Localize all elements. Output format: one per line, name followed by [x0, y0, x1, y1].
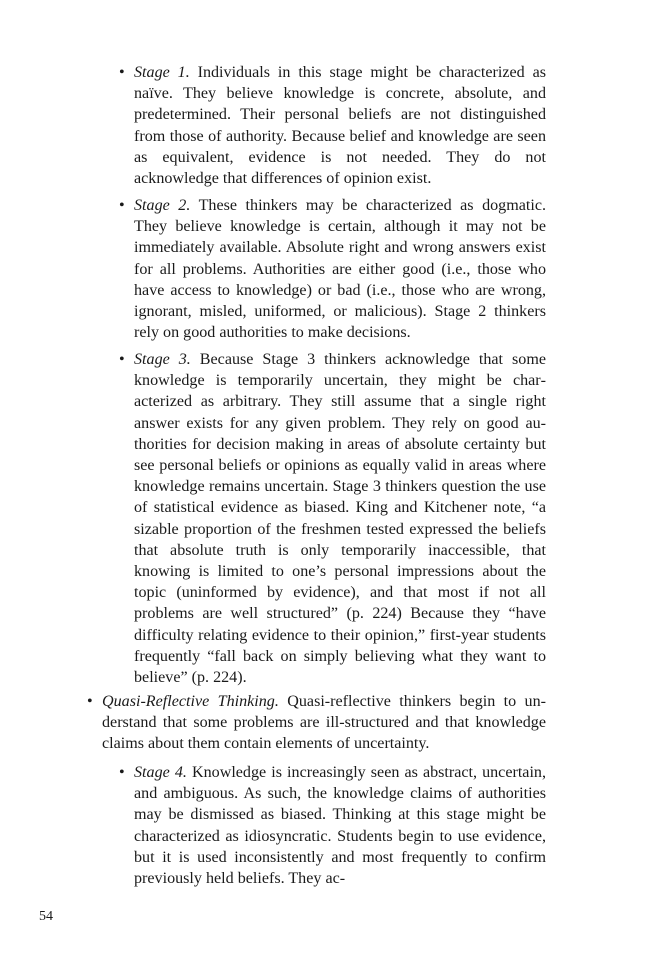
item-text: Individuals in this stage might be characterized as naïve. They believe knowledge is concrete, absolute, and predetermined. Their personal beliefs are not distinguished from those of authority. Because belief and knowledge are seen as equivalent, evidence is not needed. They do not acknowledge that differences of opinion exist.: [134, 64, 546, 188]
list-item-stage-3: [134, 349, 546, 688]
item-label: Stage 3.: [134, 351, 191, 368]
item-label: Stage 2.: [134, 197, 191, 214]
item-text: Because Stage 3 thinkers acknowledge that some knowledge is temporarily uncertain, they might be characterized as arbitrary. They still assume that a single right answer exists for any given problem. They rely on good authorities for decision making in areas of absolute certainty but see personal beliefs or opinions as equally valid in areas where knowledge remains uncertain. Stage 3 thinkers question the use of statistical evidence as biased. King and Kitchener note, “a sizable proportion of the freshmen tested expressed the beliefs that absolute truth is only temporarily inaccessible, that knowing is limited to one’s personal impressions about the topic (uninformed by evidence), and that most if not all problems are well structured” (p. 224) Because they “have difficulty relating evidence to their opinion,” first-year students frequently “fall back on simply believing what they want to believe” (p. 224).: [134, 351, 546, 687]
item-text: Quasi-reflective thinkers begin to understand that some problems are ill-structured and that knowledge claims about them contain elements of uncertainty.: [102, 693, 546, 753]
list-item-quasi-reflective-thinking: [102, 691, 546, 755]
item-text: Knowledge is increasingly seen as abstract, uncertain, and ambiguous. As such, the knowledge claims of authorities may be dismissed as biased. Thinking at this stage might be characterized as idiosyncratic. Students begin to use evidence, but it is used inconsistently and most frequently to confirm previously held beliefs. They ac-: [134, 764, 546, 888]
list-item-stage-4: [134, 762, 546, 889]
item-label: Quasi-Reflective Thinking.: [102, 693, 279, 710]
item-label: Stage 4.: [134, 764, 187, 781]
item-label: Stage 1.: [134, 64, 190, 81]
item-text: These thinkers may be characterized as dogmatic. They believe knowledge is certain, although it may not be immediately available. Absolute right and wrong answers exist for all problems. Authorities are either good (i.e., those who have access to knowledge) or bad (i.e., those who are wrong, ignorant, misled, uniformed, or malicious). Stage 2 thinkers rely on good authorities to make decisions.: [134, 197, 546, 342]
page-number: 54: [39, 909, 53, 924]
list-item-stage-1: [134, 62, 546, 189]
list-item-stage-2: [134, 195, 546, 343]
